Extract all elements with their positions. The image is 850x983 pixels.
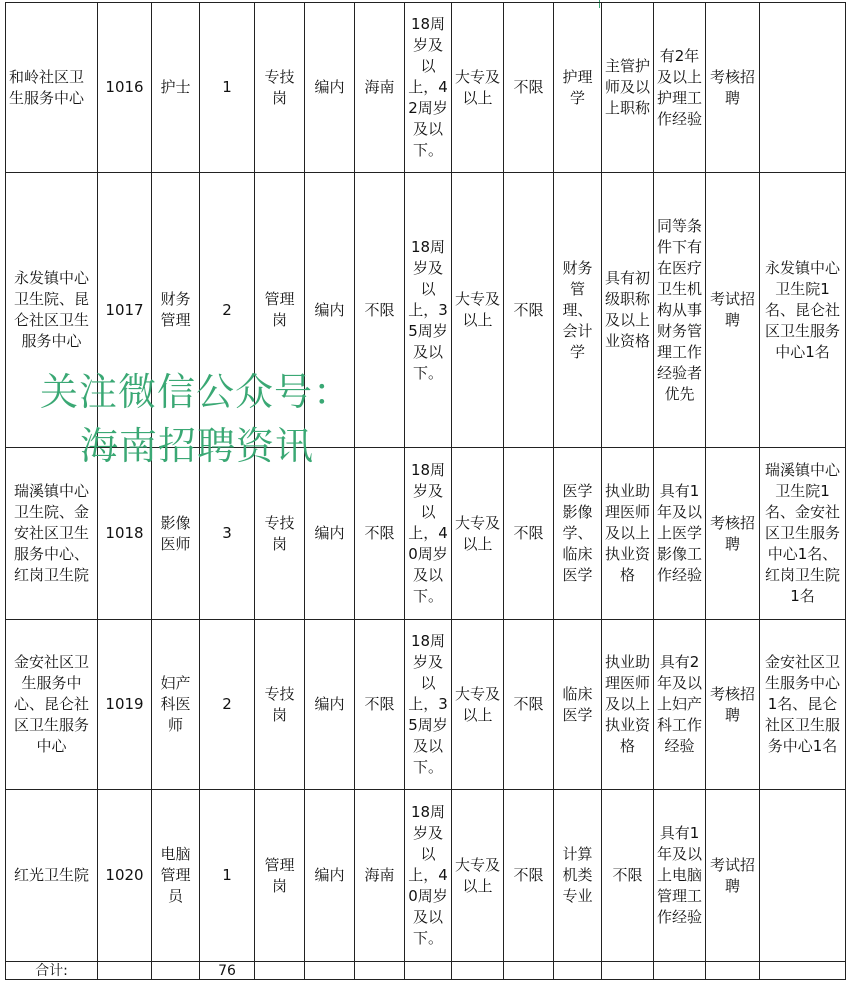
table-row: [6, 790, 846, 962]
code-cell: 1016: [98, 3, 152, 173]
total-row: [6, 962, 846, 980]
title-cell: 主管护师及以上职称: [602, 3, 654, 173]
position-cell: 妇产科医师: [152, 620, 200, 790]
count-cell: 1: [200, 3, 255, 173]
age-cell: 18周岁及以上，35周岁及以下。: [405, 173, 452, 448]
education-cell: 大专及以上: [452, 448, 504, 620]
degree-cell: 不限: [504, 448, 554, 620]
major-cell: 计算机类专业: [554, 790, 602, 962]
unit-cell: 金安社区卫生服务中心、昆仑社区卫生服务中心: [6, 620, 98, 790]
experience-cell: 具有2年及以上妇产科工作经验: [654, 620, 706, 790]
unit-cell: 永发镇中心卫生院、昆仑社区卫生服务中心: [6, 173, 98, 448]
degree-cell: 不限: [504, 173, 554, 448]
method-cell: 考核招聘: [706, 620, 760, 790]
remark-cell: 瑞溪镇中心卫生院1名、金安社区卫生服务中心1名、红岗卫生院1名: [760, 448, 846, 620]
title-cell: 执业助理医师及以上执业资格: [602, 620, 654, 790]
staffing-cell: 编内: [305, 620, 355, 790]
method-cell: 考核招聘: [706, 448, 760, 620]
unit-cell: 瑞溪镇中心卫生院、金安社区卫生服务中心、红岗卫生院: [6, 448, 98, 620]
total-label: 合计:: [6, 962, 98, 980]
position-cell: 电脑管理员: [152, 790, 200, 962]
staffing-cell: 编内: [305, 790, 355, 962]
age-cell: 18周岁及以上，42周岁及以下。: [405, 3, 452, 173]
method-cell: 考试招聘: [706, 173, 760, 448]
staffing-cell: 编内: [305, 173, 355, 448]
position-cell: 护士: [152, 3, 200, 173]
household-cell: 海南: [355, 790, 405, 962]
title-cell: 具有初级职称及以上业资格: [602, 173, 654, 448]
staffing-cell: 编内: [305, 3, 355, 173]
method-cell: 考试招聘: [706, 790, 760, 962]
post-type-cell: 管理岗: [255, 173, 305, 448]
remark-cell: [760, 3, 846, 173]
code-cell: 1017: [98, 173, 152, 448]
count-cell: 2: [200, 173, 255, 448]
degree-cell: 不限: [504, 790, 554, 962]
remark-cell: [760, 790, 846, 962]
count-cell: 3: [200, 448, 255, 620]
education-cell: 大专及以上: [452, 620, 504, 790]
recruitment-table: [5, 2, 846, 980]
position-cell: 影像医师: [152, 448, 200, 620]
post-type-cell: 专技岗: [255, 448, 305, 620]
education-cell: 大专及以上: [452, 790, 504, 962]
table-row: [6, 173, 846, 448]
household-cell: 不限: [355, 173, 405, 448]
count-cell: 1: [200, 790, 255, 962]
age-cell: 18周岁及以上，40周岁及以下。: [405, 448, 452, 620]
code-cell: 1019: [98, 620, 152, 790]
education-cell: 大专及以上: [452, 173, 504, 448]
household-cell: 不限: [355, 448, 405, 620]
education-cell: 大专及以上: [452, 3, 504, 173]
unit-cell: 红光卫生院: [6, 790, 98, 962]
table-row: [6, 448, 846, 620]
household-cell: 海南: [355, 3, 405, 173]
position-cell: 财务管理: [152, 173, 200, 448]
experience-cell: 具有1年及以上电脑管理工作经验: [654, 790, 706, 962]
post-type-cell: 专技岗: [255, 620, 305, 790]
major-cell: 临床医学: [554, 620, 602, 790]
unit-cell: 和岭社区卫生服务中心: [6, 3, 98, 173]
remark-cell: 金安社区卫生服务中心1名、昆仑社区卫生服务中心1名: [760, 620, 846, 790]
method-cell: 考核招聘: [706, 3, 760, 173]
experience-cell: 同等条件下有在医疗卫生机构从事财务管理工作经验者优先: [654, 173, 706, 448]
age-cell: 18周岁及以上，40周岁及以下。: [405, 790, 452, 962]
title-cell: 不限: [602, 790, 654, 962]
post-type-cell: 专技岗: [255, 3, 305, 173]
watermark-line-2: 海南招聘资讯: [80, 424, 315, 468]
age-cell: 18周岁及以上，35周岁及以下。: [405, 620, 452, 790]
major-cell: 护理学: [554, 3, 602, 173]
post-type-cell: 管理岗: [255, 790, 305, 962]
experience-cell: 具有1年及以上医学影像工作经验: [654, 448, 706, 620]
watermark-line-1: 关注微信公众号：: [40, 370, 353, 414]
major-cell: 财务管理、会计学: [554, 173, 602, 448]
title-cell: 执业助理医师及以上执业资格: [602, 448, 654, 620]
code-cell: 1018: [98, 448, 152, 620]
remark-cell: 永发镇中心卫生院1名、昆仑社区卫生服务中心1名: [760, 173, 846, 448]
code-cell: 1020: [98, 790, 152, 962]
table-row: [6, 3, 846, 173]
major-cell: 医学影像学、临床医学: [554, 448, 602, 620]
experience-cell: 有2年及以上护理工作经验: [654, 3, 706, 173]
total-count: 76: [200, 962, 255, 980]
degree-cell: 不限: [504, 620, 554, 790]
degree-cell: 不限: [504, 3, 554, 173]
table-row: [6, 620, 846, 790]
count-cell: 2: [200, 620, 255, 790]
household-cell: 不限: [355, 620, 405, 790]
staffing-cell: 编内: [305, 448, 355, 620]
